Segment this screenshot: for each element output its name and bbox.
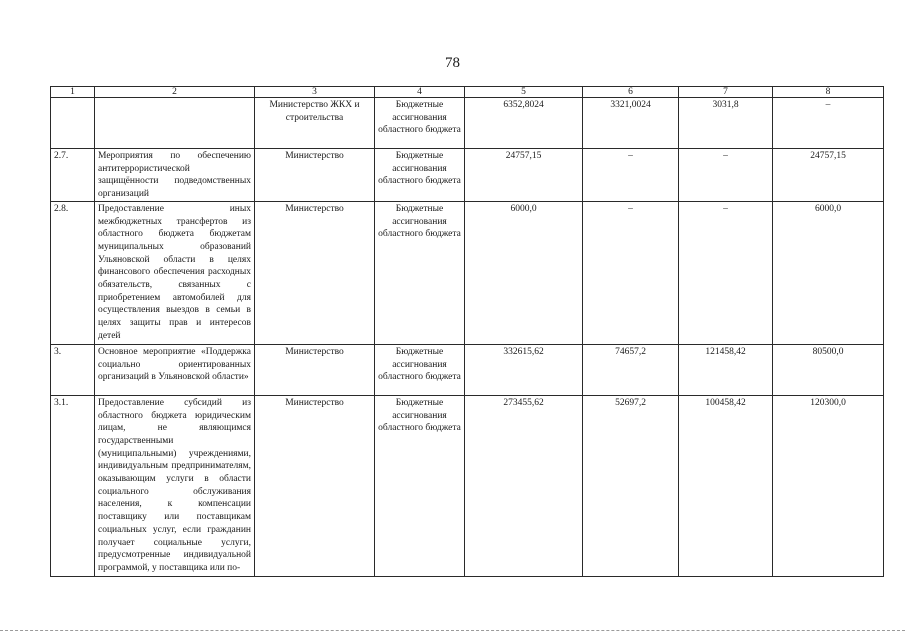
amount-year-1: 3321,0024 — [583, 98, 679, 149]
amount-year-2: 121458,42 — [679, 344, 773, 395]
column-header: 2 — [95, 87, 255, 98]
column-header: 5 — [465, 87, 583, 98]
column-header: 7 — [679, 87, 773, 98]
amount-year-2: 3031,8 — [679, 98, 773, 149]
amount-year-3: 6000,0 — [773, 201, 884, 344]
row-number: 3. — [51, 344, 95, 395]
amount-year-1: – — [583, 149, 679, 202]
activity-name — [95, 98, 255, 149]
funding-source: Бюджетные ассигнования областного бюджета — [375, 98, 465, 149]
amount-total: 273455,62 — [465, 395, 583, 576]
amount-year-3: – — [773, 98, 884, 149]
funding-source: Бюджетные ассигнования областного бюджета — [375, 395, 465, 576]
amount-year-3: 80500,0 — [773, 344, 884, 395]
column-header: 8 — [773, 87, 884, 98]
table-header-row — [51, 87, 884, 98]
table-row — [51, 395, 884, 576]
row-number: 3.1. — [51, 395, 95, 576]
funding-source: Бюджетные ассигнования областного бюджета — [375, 201, 465, 344]
amount-year-2: – — [679, 201, 773, 344]
amount-year-2: 100458,42 — [679, 395, 773, 576]
table-row — [51, 98, 884, 149]
amount-total: 332615,62 — [465, 344, 583, 395]
row-number — [51, 98, 95, 149]
amount-year-1: – — [583, 201, 679, 344]
row-number: 2.7. — [51, 149, 95, 202]
table-row — [51, 149, 884, 202]
executor: Министерство — [255, 395, 375, 576]
amount-year-3: 120300,0 — [773, 395, 884, 576]
amount-total: 6352,8024 — [465, 98, 583, 149]
scan-edge-line — [0, 630, 905, 632]
executor: Министерство ЖКХ и строительства — [255, 98, 375, 149]
amount-year-1: 74657,2 — [583, 344, 679, 395]
amount-year-2: – — [679, 149, 773, 202]
budget-table — [50, 86, 884, 577]
activity-name: Мероприятия по обеспечению антитеррористической защищённости подведомственных организаций — [95, 149, 255, 202]
column-header: 6 — [583, 87, 679, 98]
amount-total: 6000,0 — [465, 201, 583, 344]
activity-name: Основное мероприятие «Поддержка социально ориентированных организаций в Ульяновской области» — [95, 344, 255, 395]
activity-name: Предоставление иных межбюджетных трансфертов из областного бюджета бюджетам муниципальных образований Ульяновской области в целях финансового обеспечения расходных обязательств, связанных с приобретением автомобилей для осуществления выездов в семьи в целях защиты прав и интересов детей — [95, 201, 255, 344]
activity-name: Предоставление субсидий из областного бюджета юридическим лицам, не являющимся государственными (муниципальными) учреждениями, индивидуальным предпринимателям, оказывающим услуги в области социального обслуживания населения, к компенсации поставщику или поставщикам социальных услуг, если гражданин получает социальные услуги, предусмотренные индивидуальной программой, у поставщика или по- — [95, 395, 255, 576]
executor: Министерство — [255, 201, 375, 344]
executor: Министерство — [255, 149, 375, 202]
amount-year-1: 52697,2 — [583, 395, 679, 576]
table-row — [51, 344, 884, 395]
column-header: 3 — [255, 87, 375, 98]
amount-total: 24757,15 — [465, 149, 583, 202]
funding-source: Бюджетные ассигнования областного бюджета — [375, 344, 465, 395]
row-number: 2.8. — [51, 201, 95, 344]
page-number: 78 — [445, 55, 460, 71]
column-header: 4 — [375, 87, 465, 98]
funding-source: Бюджетные ассигнования областного бюджета — [375, 149, 465, 202]
column-header: 1 — [51, 87, 95, 98]
table-row — [51, 201, 884, 344]
executor: Министерство — [255, 344, 375, 395]
amount-year-3: 24757,15 — [773, 149, 884, 202]
